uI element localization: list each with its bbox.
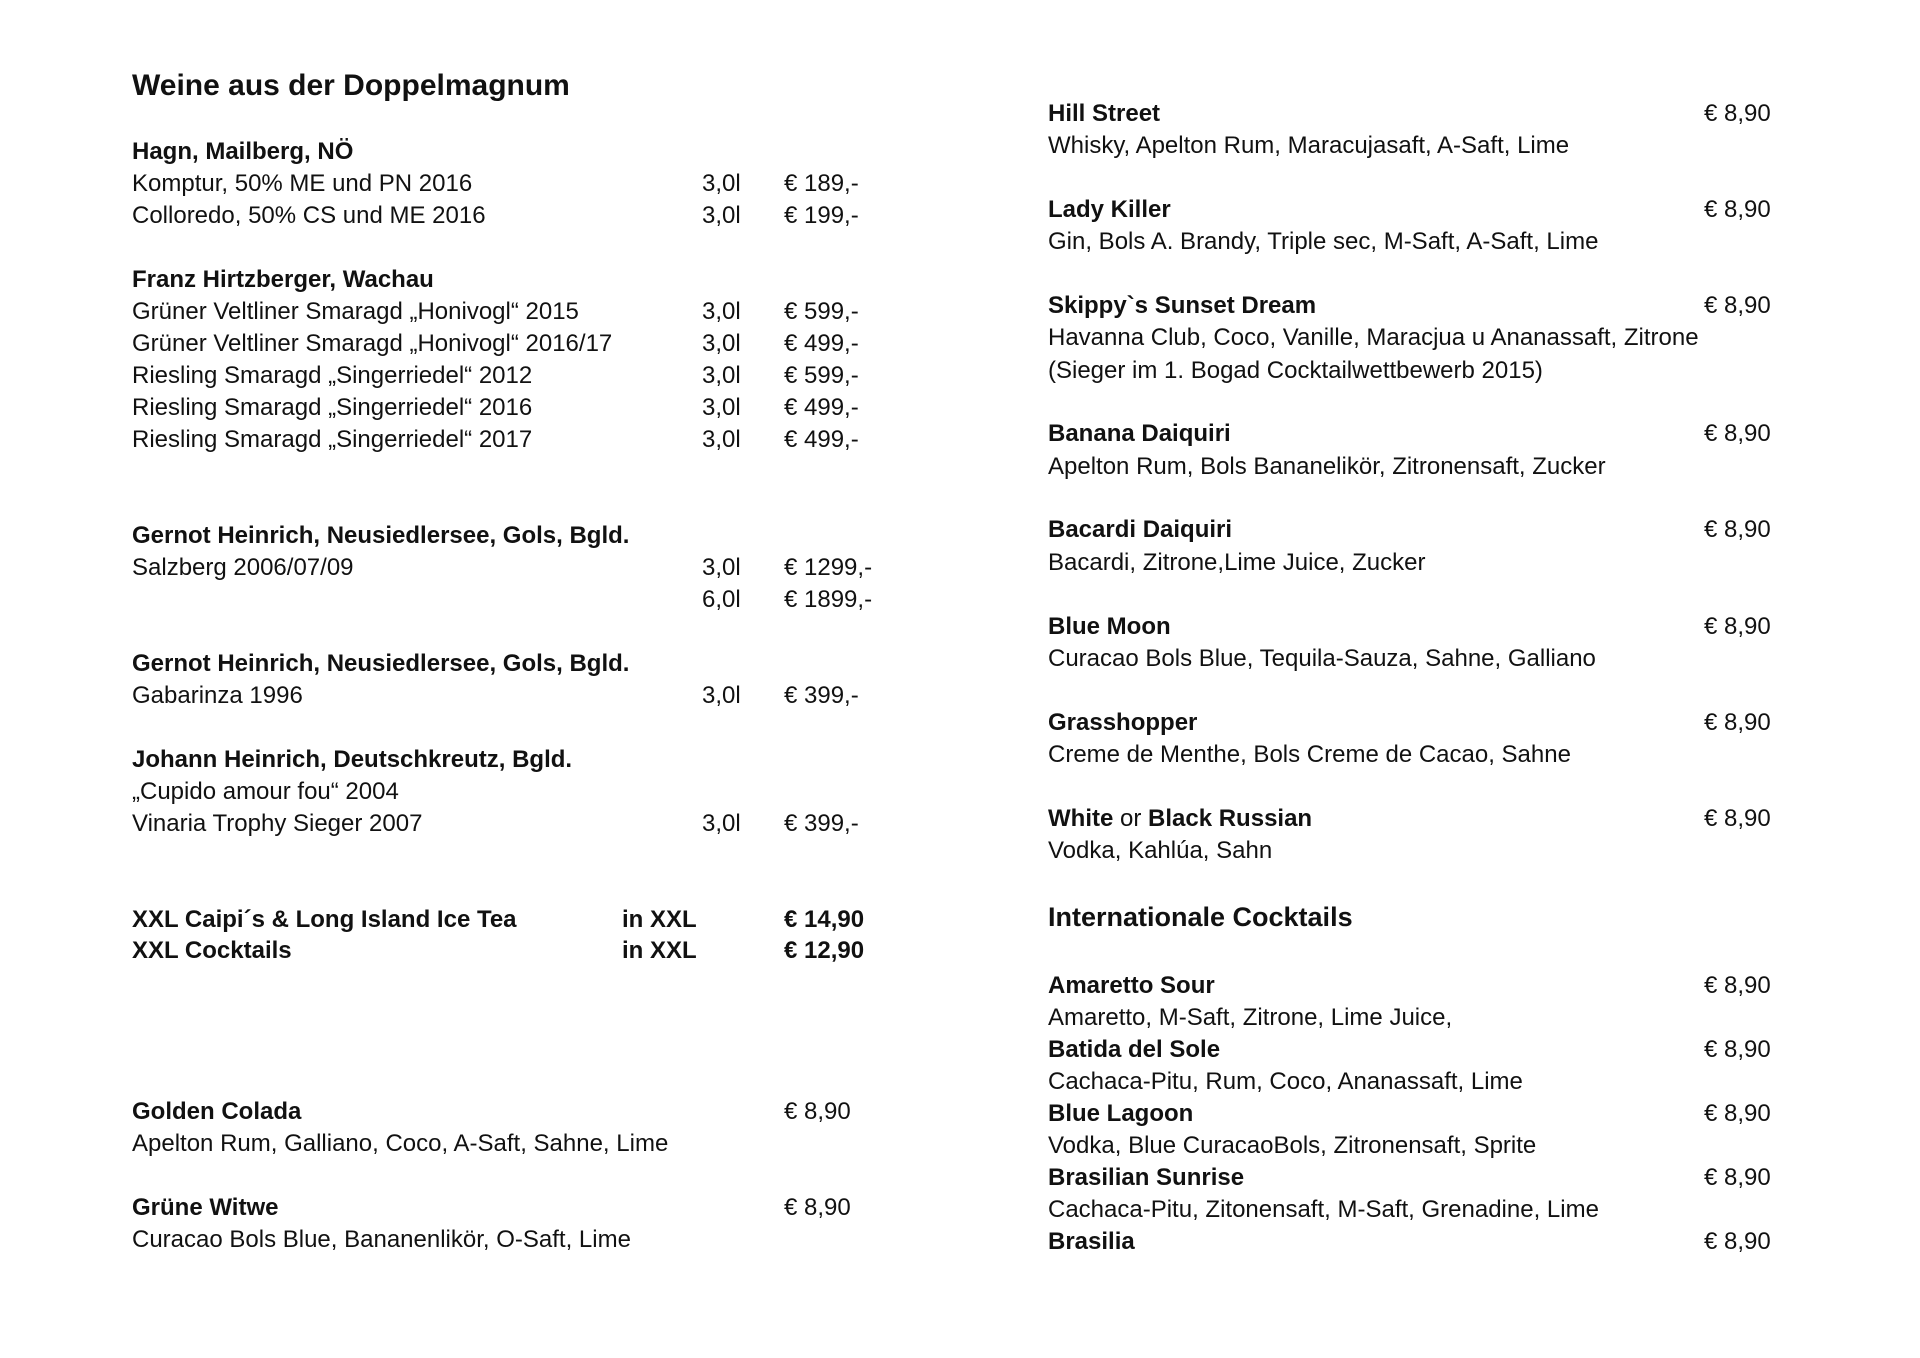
cocktail-ingredients: Amaretto, M-Saft, Zitrone, Lime Juice, (1048, 1004, 1453, 1031)
xxl-size: in XXL (622, 937, 697, 964)
cocktail-name: Skippy`s Sunset Dream (1048, 292, 1317, 319)
cocktail-name: Amaretto Sour (1048, 972, 1215, 999)
cocktail-ingredients: Bacardi, Zitrone,Lime Juice, Zucker (1048, 549, 1426, 576)
cocktail-price: € 8,90 (1704, 1036, 1771, 1063)
cocktail-name: Grasshopper (1048, 709, 1198, 736)
cocktail-ingredients: Creme de Menthe, Bols Creme de Cacao, Sahne (1048, 741, 1571, 768)
wine-name: Grüner Veltliner Smaragd „Honivogl“ 2016/17 (132, 330, 613, 357)
wine-price: € 499,- (784, 426, 859, 453)
wine-price: € 399,- (784, 810, 859, 837)
cocktail-price: € 8,90 (1704, 1228, 1771, 1255)
cocktail-note: (Sieger im 1. Bogad Cocktailwettbewerb 2015) (1048, 357, 1543, 384)
cocktail-ingredients: Gin, Bols A. Brandy, Triple sec, M-Saft, A-Saft, Lime (1048, 228, 1599, 255)
wine-volume: 3,0l (702, 426, 741, 453)
xxl-price: € 12,90 (784, 937, 865, 964)
cocktail-price: € 8,90 (1704, 292, 1771, 319)
cocktail-name: Bacardi Daiquiri (1048, 516, 1233, 543)
wine-name: Salzberg 2006/07/09 (132, 554, 354, 581)
cocktail-ingredients: Vodka, Blue CuracaoBols, Zitronensaft, Sprite (1048, 1132, 1537, 1159)
wine-name: Grüner Veltliner Smaragd „Honivogl“ 2015 (132, 298, 579, 325)
cocktail-name (1048, 803, 1312, 835)
wine-name: Gabarinza 1996 (132, 682, 303, 709)
cocktail-price: € 8,90 (1704, 709, 1771, 736)
cocktail-ingredients: Cachaca-Pitu, Zitonensaft, M-Saft, Grenadine, Lime (1048, 1196, 1599, 1223)
cocktail-ingredients: Havanna Club, Coco, Vanille, Maracjua u Ananassaft, Zitrone (1048, 324, 1699, 351)
wine-price: € 199,- (784, 202, 859, 229)
cocktail-price: € 8,90 (1704, 420, 1771, 447)
wine-volume: 3,0l (702, 554, 741, 581)
wine-price: € 499,- (784, 394, 859, 421)
wine-volume: 3,0l (702, 298, 741, 325)
international-title: Internationale Cocktails (1048, 902, 1353, 932)
wine-volume: 3,0l (702, 394, 741, 421)
wine-name: Vinaria Trophy Sieger 2007 (132, 810, 423, 837)
cocktail-price: € 8,90 (1704, 805, 1771, 832)
cocktail-price: € 8,90 (1704, 613, 1771, 640)
wine-price: € 599,- (784, 362, 859, 389)
cocktail-name: Hill Street (1048, 100, 1161, 127)
cocktail-ingredients: Vodka, Kahlúa, Sahn (1048, 837, 1273, 864)
cocktail-price: € 8,90 (1704, 1100, 1771, 1127)
cocktail-ingredients: Whisky, Apelton Rum, Maracujasaft, A-Saft, Lime (1048, 132, 1570, 159)
producer-heading: Gernot Heinrich, Neusiedlersee, Gols, Bgld. (132, 522, 630, 549)
wine-section-title: Weine aus der Doppelmagnum (132, 69, 570, 102)
wine-volume: 3,0l (702, 362, 741, 389)
cocktail-name: Brasilia (1048, 1228, 1135, 1255)
wine-volume: 3,0l (702, 682, 741, 709)
wine-volume: 3,0l (702, 330, 741, 357)
producer-heading: Franz Hirtzberger, Wachau (132, 266, 434, 293)
producer-heading: Gernot Heinrich, Neusiedlersee, Gols, Bgld. (132, 650, 630, 677)
xxl-size: in XXL (622, 906, 697, 933)
cocktail-ingredients: Curacao Bols Blue, Tequila-Sauza, Sahne, Galliano (1048, 645, 1596, 672)
cocktail-name: Blue Lagoon (1048, 1100, 1194, 1127)
xxl-price: € 14,90 (784, 906, 865, 933)
xxl-name: XXL Cocktails (132, 937, 292, 964)
xxl-name: XXL Caipi´s & Long Island Ice Tea (132, 906, 517, 933)
wine-price: € 1299,- (784, 554, 873, 581)
producer-heading: Johann Heinrich, Deutschkreutz, Bgld. (132, 746, 573, 773)
cocktail-price: € 8,90 (1704, 972, 1771, 999)
cocktail-name: Grüne Witwe (132, 1194, 279, 1221)
wine-price: € 189,- (784, 170, 859, 197)
cocktail-price: € 8,90 (1704, 100, 1771, 127)
cocktail-name: Lady Killer (1048, 196, 1171, 223)
wine-price: € 599,- (784, 298, 859, 325)
cocktail-name: Golden Colada (132, 1098, 302, 1125)
cocktail-name: Blue Moon (1048, 613, 1171, 640)
cocktail-price: € 8,90 (1704, 516, 1771, 543)
wine-volume: 3,0l (702, 810, 741, 837)
wine-price: € 399,- (784, 682, 859, 709)
cocktail-name-part1: White (1048, 805, 1114, 832)
producer-heading: Hagn, Mailberg, NÖ (132, 138, 354, 165)
cocktail-name-part2: Black Russian (1148, 805, 1313, 832)
wine-name: Colloredo, 50% CS und ME 2016 (132, 202, 486, 229)
wine-volume: 3,0l (702, 170, 741, 197)
cocktail-price: € 8,90 (1704, 1164, 1771, 1191)
wine-name: Riesling Smaragd „Singerriedel“ 2016 (132, 394, 533, 421)
wine-price: € 1899,- (784, 586, 873, 613)
cocktail-name: Brasilian Sunrise (1048, 1164, 1245, 1191)
cocktail-ingredients: Apelton Rum, Galliano, Coco, A-Saft, Sahne, Lime (132, 1130, 669, 1157)
cocktail-price: € 8,90 (1704, 196, 1771, 223)
wine-name: Riesling Smaragd „Singerriedel“ 2017 (132, 426, 533, 453)
wine-extra-line: „Cupido amour fou“ 2004 (132, 778, 399, 805)
wine-volume: 6,0l (702, 586, 741, 613)
cocktail-ingredients: Curacao Bols Blue, Bananenlikör, O-Saft, Lime (132, 1226, 631, 1253)
cocktail-name: Batida del Sole (1048, 1036, 1221, 1063)
wine-volume: 3,0l (702, 202, 741, 229)
wine-price: € 499,- (784, 330, 859, 357)
cocktail-name: Banana Daiquiri (1048, 420, 1231, 447)
cocktail-ingredients: Apelton Rum, Bols Bananelikör, Zitronensaft, Zucker (1048, 453, 1606, 480)
cocktail-ingredients: Cachaca-Pitu, Rum, Coco, Ananassaft, Lime (1048, 1068, 1523, 1095)
cocktail-price: € 8,90 (784, 1098, 851, 1125)
wine-name: Riesling Smaragd „Singerriedel“ 2012 (132, 362, 533, 389)
cocktail-name-or: or (1113, 805, 1149, 832)
wine-name: Komptur, 50% ME und PN 2016 (132, 170, 473, 197)
cocktail-price: € 8,90 (784, 1194, 851, 1221)
